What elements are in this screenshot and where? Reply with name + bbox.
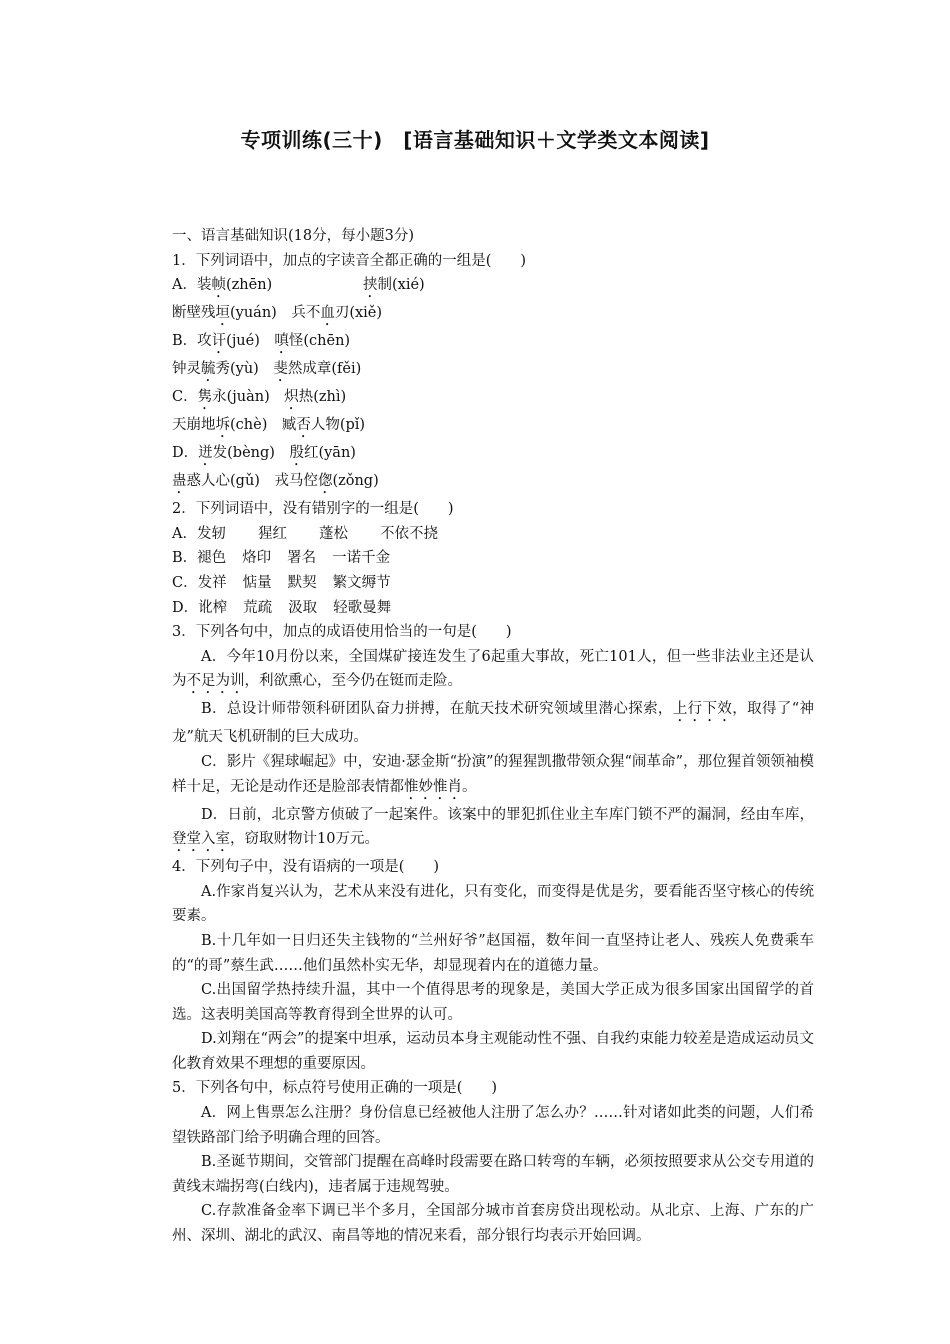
q3-option-c: C．影片《猩球崛起》中，安迪·瑟金斯“扮演”的猩猩凯撒带领众猩“闹革命”，那位猩首领领袖模样十足，无论是动作还是脸部表情都惟妙惟肖。	[172, 753, 814, 795]
q2-option-b: B．褪色 烙印 署名 一诺千金	[172, 550, 391, 567]
q5-option-b: B.圣诞节期间，交管部门提醒在高峰时段需要在路口转弯的车辆，必须按照要求从公交专用道的黄线末端拐弯(白线内)，违者属于违规驾驶。	[172, 1154, 814, 1195]
q1-option-a-cont: 断壁残垣(yuán) 兵不血刃(xiě)	[172, 305, 383, 322]
q2-option-d: D．讹榨 荒疏 汲取 轻歌曼舞	[172, 599, 392, 616]
q1-option-a: A．装帧(zhēn) 挟制(xié)	[172, 277, 425, 294]
q4-option-d: D.刘翔在“两会”的提案中坦承，运动员本身主观能动性不强、自我约束能力较差是造成运动员文化教育效果不理想的重要原因。	[172, 1031, 814, 1072]
q3-option-a: A．今年10月份以来，全国煤矿接连发生了6起重大事故，死亡101人，但一些非法业主还是认为不足为训，利欲熏心，至今仍在铤而走险。	[172, 648, 814, 690]
q5-option-c: C.存款准备金率下调已半个多月，全国部分城市首套房贷出现松动。从北京、上海、广东的广州、深圳、湖北的武汉、南昌等地的情况来看，部分银行均表示开始回调。	[172, 1203, 814, 1245]
q4-option-c: C.出国留学热持续升温，其中一个值得思考的现象是，美国大学正成为很多国家出国留学的首选。这表明美国高等教育得到全世界的认可。	[172, 982, 814, 1023]
q3-option-b: B．总设计师带领科研团队奋力拼搏，在航天技术研究领域里潜心探索，上行下效，取得了“神龙”航天飞机研制的巨大成功。	[172, 701, 815, 746]
question-section	[172, 224, 814, 1249]
q1-option-d-cont: 蛊惑人心(gǔ) 戎马倥偬(zǒng)	[172, 473, 379, 490]
q1-option-c: C．隽永(juàn) 炽热(zhì)	[172, 389, 347, 406]
q1-option-b-cont: 钟灵毓秀(yù) 斐然成章(fěi)	[172, 361, 362, 378]
q2-option-c: C．发祥 惦量 默契 繁文缛节	[172, 574, 391, 591]
q4-stem: 4．下列句子中，没有语病的一项是( )	[172, 859, 440, 876]
q1-option-d: D．迸发(bèng) 殷红(yān)	[172, 445, 356, 462]
section-heading: 一、语言基础知识(18分，每小题3分)	[172, 228, 414, 244]
q2-stem: 2．下列词语中，没有错别字的一组是( )	[172, 501, 454, 518]
q3-stem: 3．下列各句中，加点的成语使用恰当的一句是( )	[172, 624, 512, 641]
q1-option-c-cont: 天崩地坼(chè) 臧否人物(pǐ)	[172, 417, 366, 434]
page-title: 专项训练(三十) [语言基础知识＋文学类文本阅读]	[240, 128, 710, 152]
q5-stem: 5．下列各句中，标点符号使用正确的一项是( )	[172, 1080, 498, 1097]
q1-option-b: B．攻讦(jué) 嗔怪(chēn)	[172, 333, 351, 350]
q4-option-b: B.十几年如一日归还失主钱物的“兰州好爷”赵国福，数年间一直坚持让老人、残疾人免费乘车的“的哥”蔡生武……他们虽然朴实无华，却显现着内在的道德力量。	[172, 932, 814, 974]
q3-option-d: D．日前，北京警方侦破了一起案件。该案中的罪犯抓住业主车库门锁不严的漏洞，经由车库，登堂入室，窃取财物计10万元。	[172, 806, 814, 848]
q2-option-a: A．发轫 猩红 蓬松 不依不挠	[172, 525, 438, 542]
q1-stem: 1．下列词语中，加点的字读音全都正确的一组是( )	[172, 252, 527, 269]
q5-option-a: A．网上售票怎么注册？身份信息已经被他人注册了怎么办？……针对诸如此类的问题，人们希望铁路部门给予明确合理的回答。	[172, 1105, 814, 1146]
q4-option-a: A.作家肖复兴认为，艺术从来没有进化，只有变化，而变得是优是劣，要看能否坚守核心的传统要素。	[172, 883, 814, 925]
